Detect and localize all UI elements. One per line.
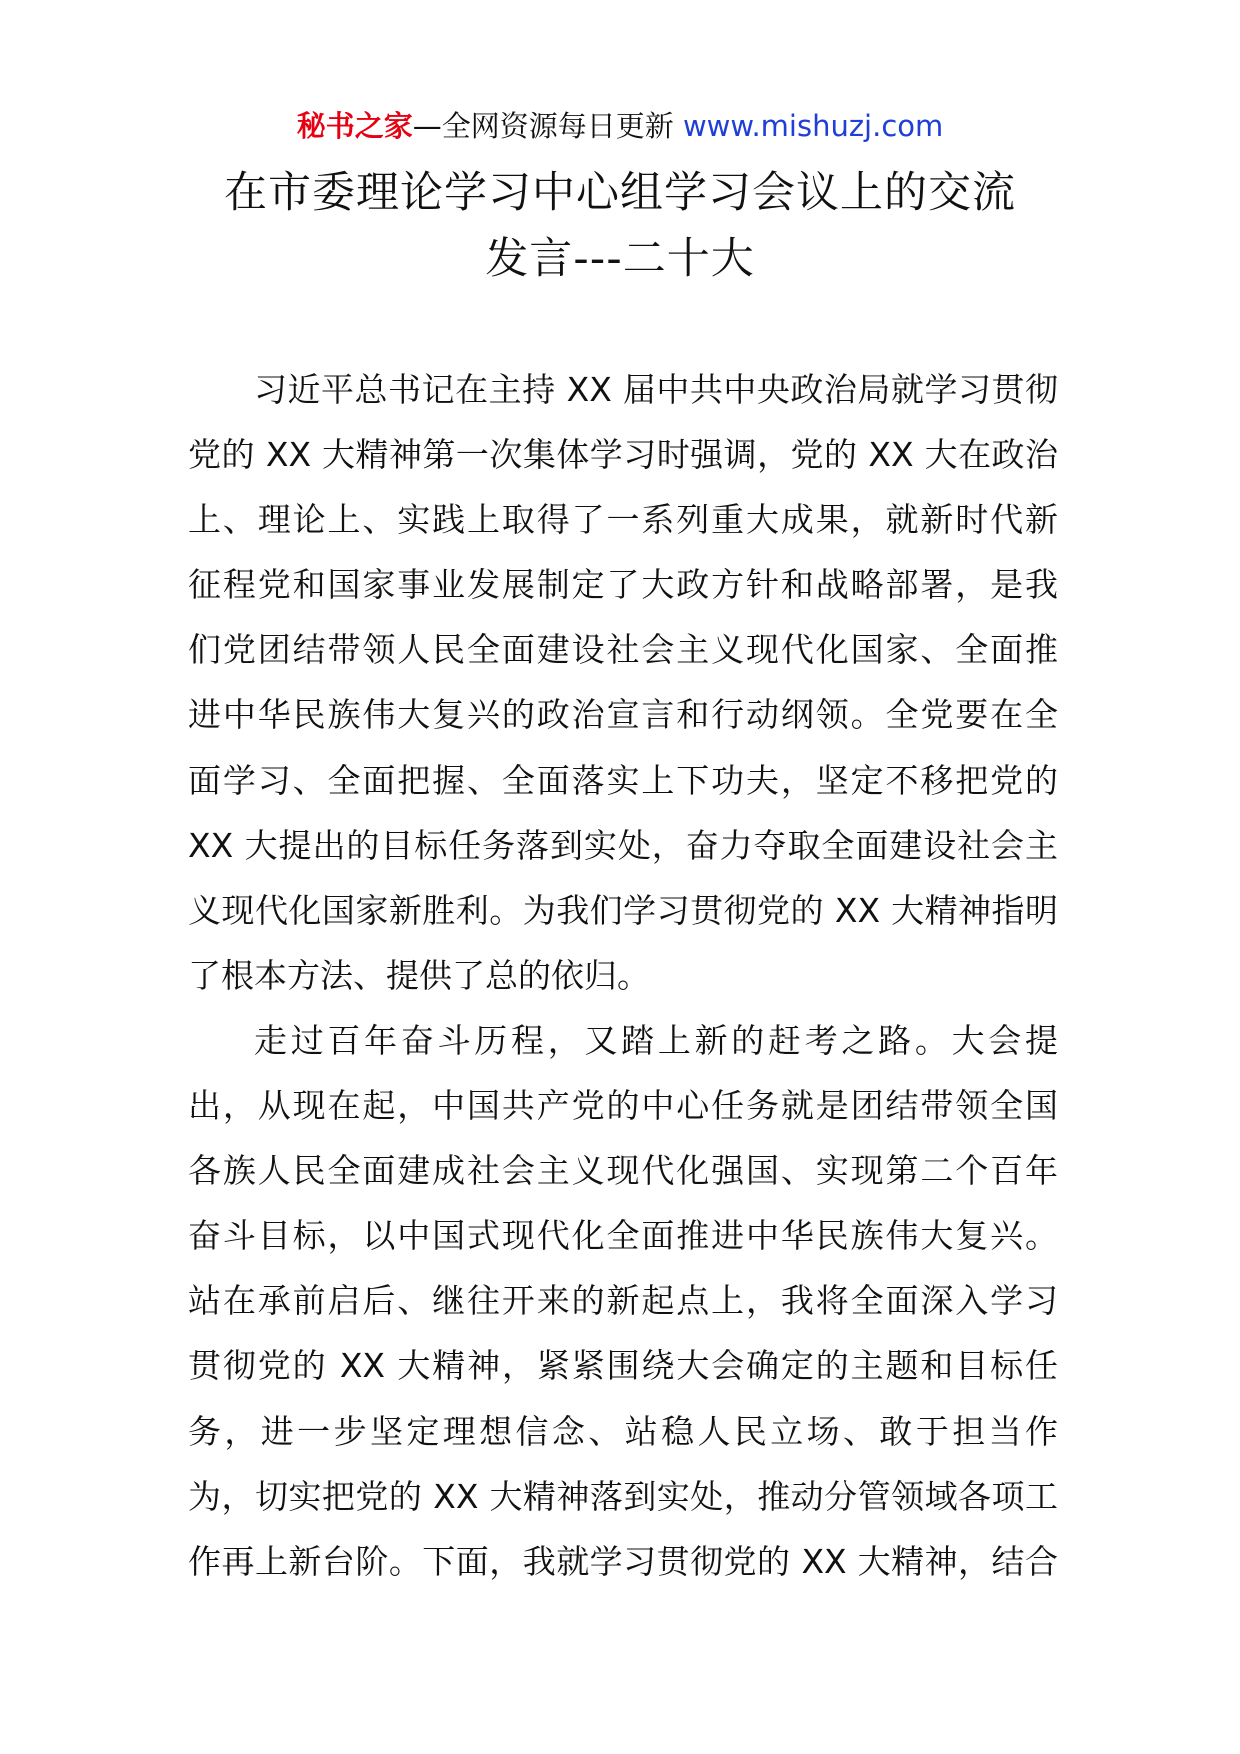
text-line: 走过百年奋斗历程，又踏上新的赶考之路。大会提 (254, 1020, 1058, 1060)
paragraph-1 (188, 357, 1058, 1008)
title-line: 发言---二十大 (485, 234, 755, 284)
site-brand: 秘书之家 (296, 109, 413, 143)
document-body (188, 357, 1058, 1594)
site-header (0, 104, 1240, 148)
text-line: 作再上新台阶。下面，我就学习贯彻党的 XX 大精神，结合 (188, 1541, 1058, 1581)
site-tagline: —全网资源每日更新 (412, 109, 674, 143)
text-line: 各族人民全面建成社会主义现代化强国、实现第二个百年 (188, 1151, 1058, 1191)
text-line: XX 大提出的目标任务落到实处，奋力夺取全面建设社会主 (188, 825, 1058, 865)
text-line: 义现代化国家新胜利。为我们学习贯彻党的 XX 大精神指明 (188, 890, 1058, 930)
text-line: 进中华民族伟大复兴的政治宣言和行动纲领。全党要在全 (188, 695, 1058, 735)
text-line: 为，切实把党的 XX 大精神落到实处，推动分管领域各项工 (188, 1476, 1058, 1516)
text-line: 们党团结带领人民全面建设社会主义现代化国家、全面推 (188, 630, 1058, 670)
site-url-link[interactable]: www.mishuzj.com (682, 109, 944, 143)
text-line: 征程党和国家事业发展制定了大政方针和战略部署，是我 (188, 565, 1058, 605)
text-line: 贯彻党的 XX 大精神，紧紧围绕大会确定的主题和目标任 (188, 1346, 1058, 1386)
document-title (160, 160, 1080, 292)
text-line: 站在承前启后、继往开来的新起点上，我将全面深入学习 (188, 1281, 1058, 1321)
text-line: 面学习、全面把握、全面落实上下功夫，坚定不移把党的 (188, 760, 1058, 800)
text-line: 奋斗目标，以中国式现代化全面推进中华民族伟大复兴。 (188, 1216, 1058, 1256)
text-line: 务，进一步坚定理想信念、站稳人民立场、敢于担当作 (188, 1411, 1058, 1451)
title-line: 在市委理论学习中心组学习会议上的交流 (224, 168, 1016, 218)
text-line: 出，从现在起，中国共产党的中心任务就是团结带领全国 (188, 1086, 1058, 1126)
text-line: 了根本方法、提供了总的依归。 (188, 955, 650, 995)
text-line: 习近平总书记在主持 XX 届中共中央政治局就学习贯彻 (254, 370, 1058, 409)
text-line: 党的 XX 大精神第一次集体学习时强调，党的 XX 大在政治 (188, 435, 1058, 475)
paragraph-2 (188, 1008, 1058, 1594)
text-line: 上、理论上、实践上取得了一系列重大成果，就新时代新 (188, 500, 1058, 540)
